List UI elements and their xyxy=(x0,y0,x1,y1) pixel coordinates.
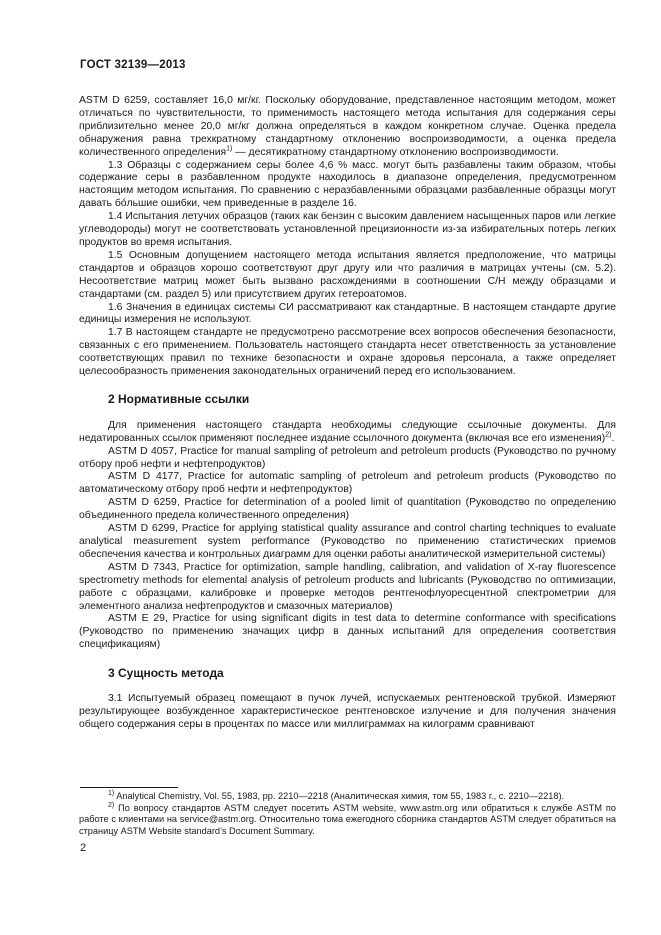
paragraph-1-3: 1.3 Образцы с содержанием серы более 4,6 % масс. могут быть разбавлены таким образом, чтобы содержание серы в разбавленном продукте находилось в диапазоне определения, предусмотренном настоящим методом испытания. По сравнению с неразбавленными образцами разбавленные образцы могут давать бо́льшие ошибки, чем приведенные в разделе 16. xyxy=(79,159,616,210)
paragraph-1-7: 1.7 В настоящем стандарте не предусмотрено рассмотрение всех вопросов обеспечения безопасности, связанных с его применением. Пользователь настоящего стандарта несет ответственность за установление соответствующих правил по технике безопасности и охране здоровья персонала, а также определяет целесообразность применения законодательных ограничений перед его использованием. xyxy=(79,327,616,378)
footnote-2-mark: 2) xyxy=(108,801,115,809)
page-number: 2 xyxy=(80,842,87,854)
section-3-heading: 3 Сущность метода xyxy=(108,666,224,681)
footnote-1 xyxy=(79,791,616,803)
paragraph-text: ASTM D 6259, составляет 16,0 мг/кг. Поскольку оборудование, представленное настоящим методом, может отличаться по чувствительности, то применимость настоящего метода испытания для содержания серы приблизительно менее 20,0 мг/кг должна определяться в каждом конкретном случае. Оценка предела обнаружения равна трехкратному стандартному отклонению воспроизводимости, а оценка предела количественного определения xyxy=(79,95,616,158)
paragraph-text-tail: — десятикратному стандартному отклонению воспроизводимости. xyxy=(232,146,559,158)
footnote-ref-1: 1) xyxy=(226,145,233,153)
section-2-heading: 2 Нормативные ссылки xyxy=(108,391,250,406)
reference-astm-d7343: ASTM D 7343, Practice for optimization, sample handling, calibration, and validation of X-ray fluorescence spectrometry methods for elemental analysis of petroleum products and lubricants (Руководство по оптимизации, работе с образцами, калибровке и проверке методов рентгенофлуоресцентной спектрометрии для элементного анализа нефтепродуктов и смазочных материалов) xyxy=(79,561,616,612)
footnote-1-text: Analytical Chemistry, Vol. 55, 1983, pp. 2210—2218 (Аналитическая химия, том 55, 1983 г., с. 2210—2218). xyxy=(114,791,565,801)
footnote-1-mark: 1) xyxy=(108,789,115,797)
paragraph-1-6: 1.6 Значения в единицах системы СИ рассматривают как стандартные. В настоящем стандарте другие единицы измерения не используют. xyxy=(79,301,616,326)
document-header: ГОСТ 32139—2013 xyxy=(80,59,186,71)
document-body xyxy=(79,95,616,732)
footnotes xyxy=(79,791,616,837)
footnote-2 xyxy=(79,803,616,838)
paragraph-1-4: 1.4 Испытания летучих образцов (таких как бензин с высоким давлением насыщенных паров или легкие углеводороды) могут не соответствовать установленной прецизионности из-за избирательных потерь легких продуктов во время испытания. xyxy=(79,211,616,248)
footnote-2-text: По вопросу стандартов ASTM следует посетить ASTM website, www.astm.org или обратиться к службе ASTM по работе с клиентами на service@astm.org. Относительно тома ежегодного сборника стандартов ASTM следует обратиться на страницу ASTM Website standard’s Document Summary. xyxy=(79,802,616,836)
paragraph-3-1: 3.1 Испытуемый образец помещают в пучок лучей, испускаемых рентгеновской трубкой. Измеряют результирующее возбужденное характеристическое рентгеновское излучение и для получения значения общего содержания серы в процентах по массе или миллиграммах на килограмм сравнивают xyxy=(79,693,616,730)
section-2-intro-text: Для применения настоящего стандарта необходимы следующие ссылочные документы. Для недатированных ссылок применяют последнее издание ссылочного документа (включая все его изменения) xyxy=(79,419,616,444)
section-2-intro-tail: . xyxy=(611,432,615,444)
paragraph-1-2-continuation xyxy=(79,95,616,160)
reference-astm-d6299: ASTM D 6299, Practice for applying statistical quality assurance and control charting techniques to evaluate analytical measurement system performance (Руководство по применению статистических приемов обеспечения качества и контрольных диаграмм для оценки работы аналитической измерительной системы) xyxy=(79,523,616,560)
reference-astm-d6259: ASTM D 6259, Practice for determination of a pooled limit of quantitation (Руководство по определению объединенного предела количественного определения) xyxy=(79,497,616,522)
paragraph-1-5: 1.5 Основным допущением настоящего метода испытания является предположение, что матрицы стандартов и образцов хорошо соответствуют друг другу или что различия в матрицах учтены (см. 5.2). Несоответствие матриц может быть вызвано расхождениями в соотношении C/H между образцами и стандартами (см. раздел 5) или присутствием других гетероатомов. xyxy=(79,249,616,300)
footnote-divider xyxy=(80,787,178,788)
reference-astm-e29: ASTM E 29, Practice for using significant digits in test data to determine conformance with specifications (Руководство по применению значащих цифр в данных испытаний для определения соответствия спецификациям) xyxy=(79,613,616,651)
footnote-ref-2: 2) xyxy=(605,431,612,439)
section-2-intro xyxy=(79,420,616,446)
reference-astm-d4057: ASTM D 4057, Practice for manual sampling of petroleum and petroleum products (Руководство по ручному отбору проб нефти и нефтепродуктов) xyxy=(79,445,616,470)
reference-astm-d4177: ASTM D 4177, Practice for automatic sampling of petroleum and petroleum products (Руководство по автоматическому отбору проб нефти и нефтепродуктов) xyxy=(79,471,616,496)
